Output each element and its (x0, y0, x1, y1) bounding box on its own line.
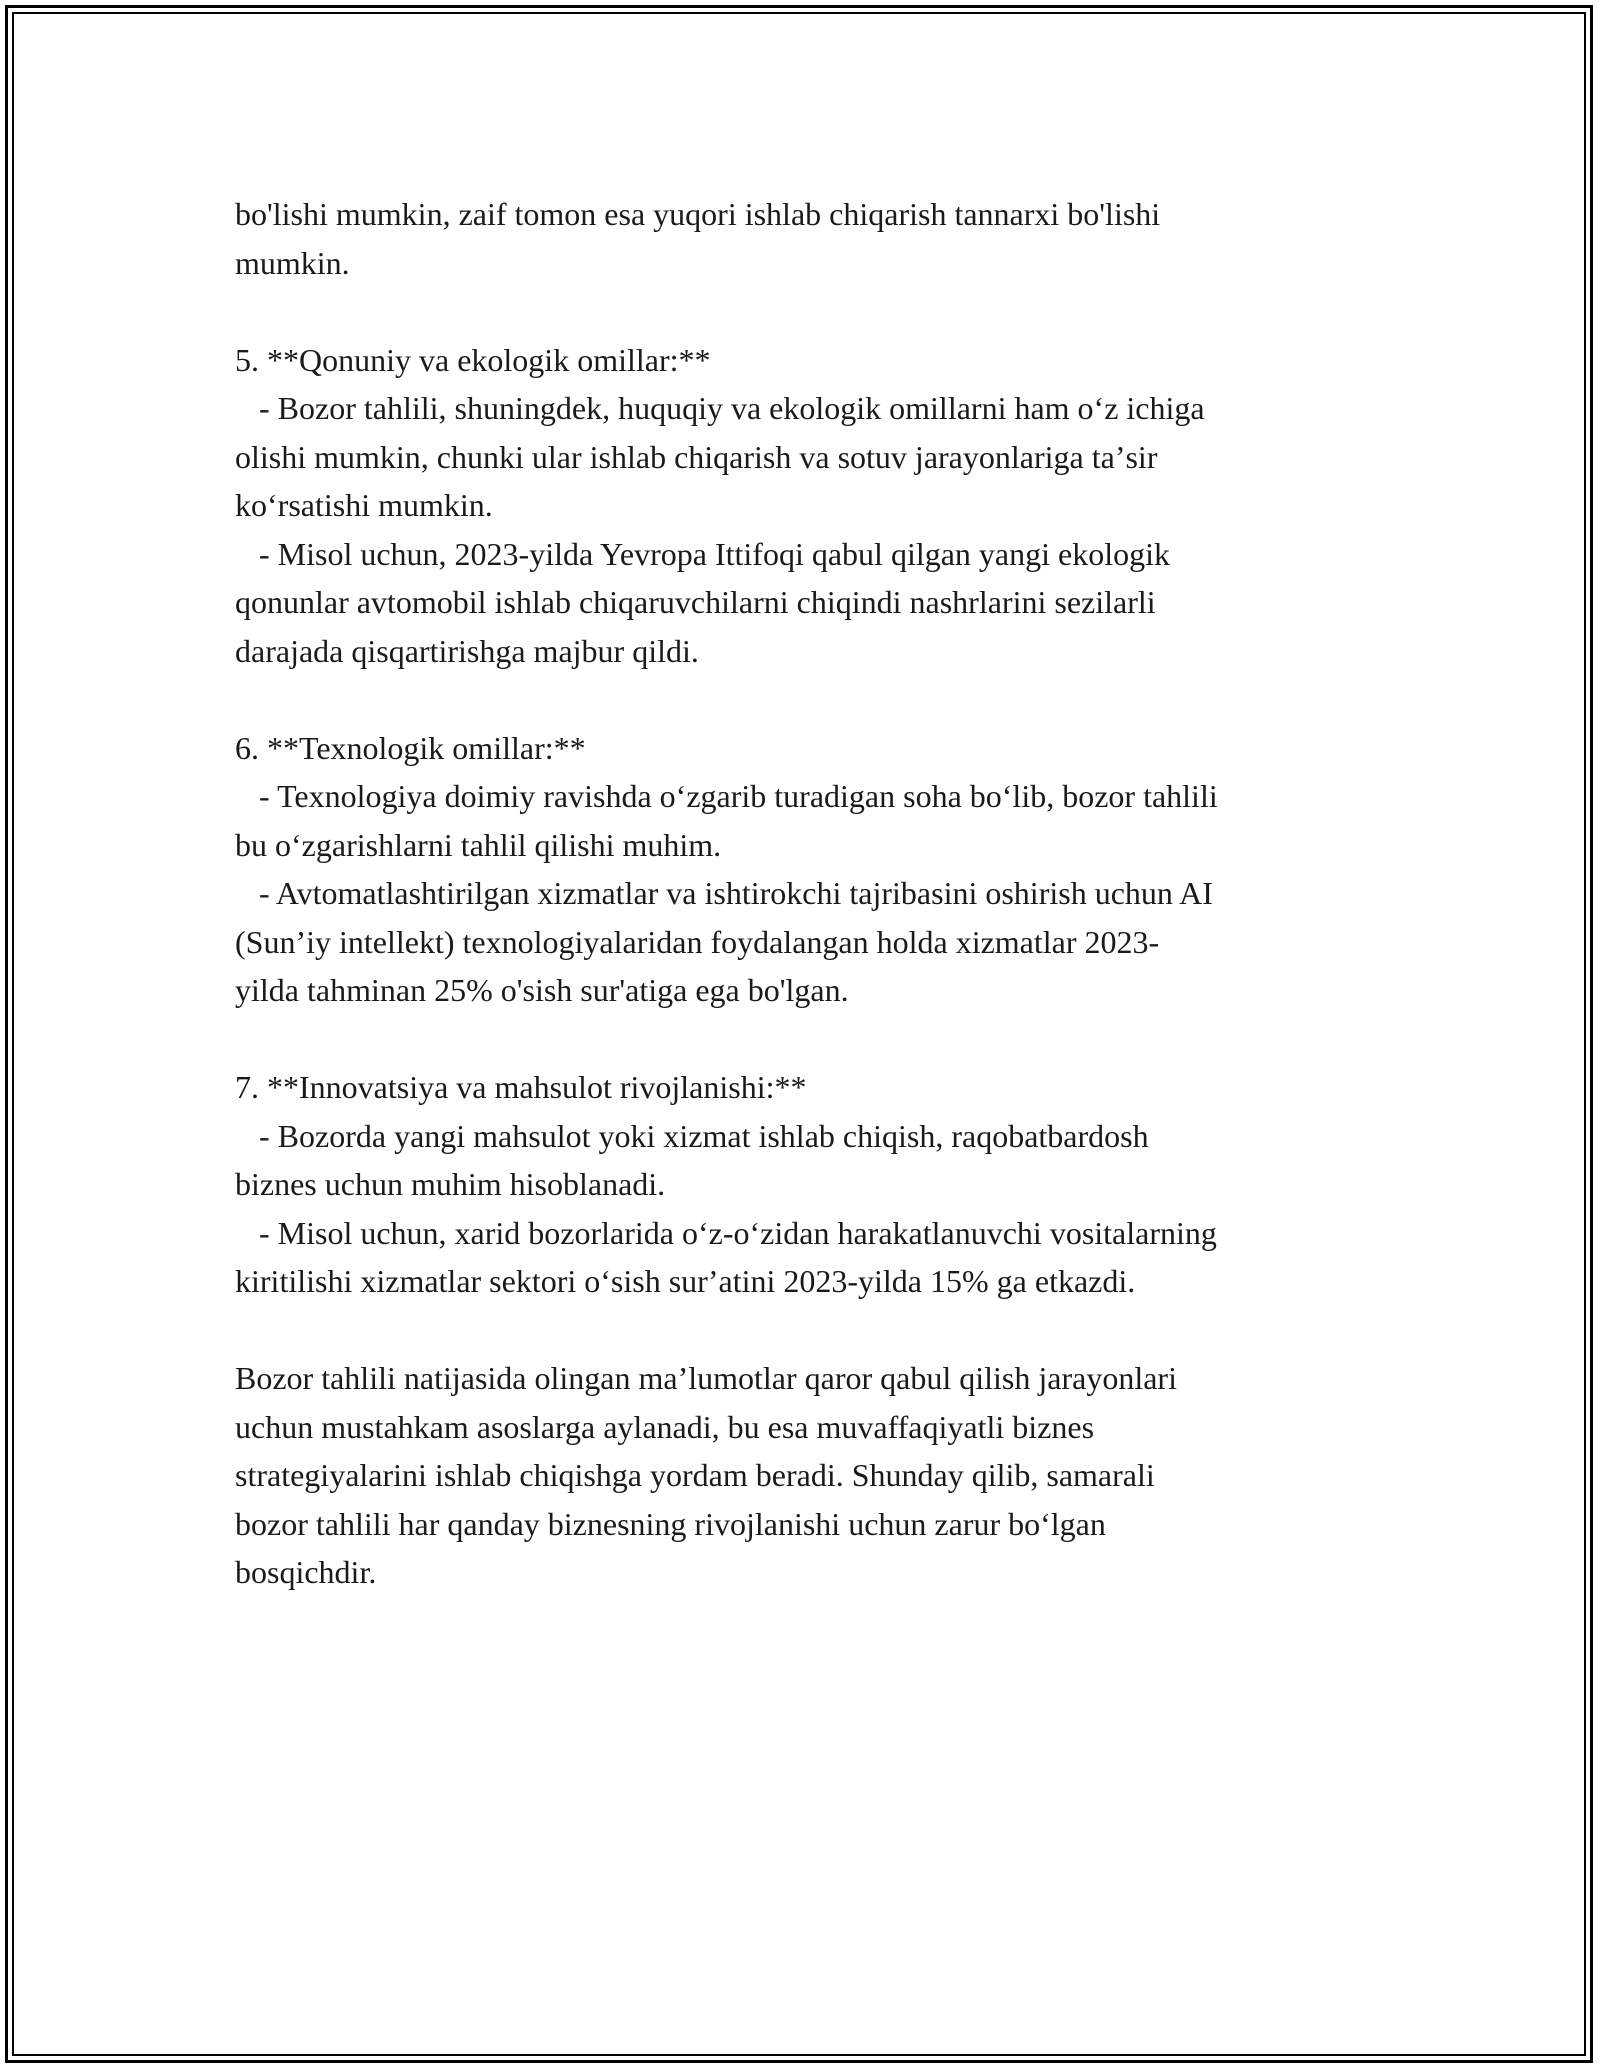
paragraph-gap (235, 287, 1385, 336)
text-line: 7. **Innovatsiya va mahsulot rivojlanishi:** (235, 1069, 807, 1105)
text-line: olishi mumkin, chunki ular ishlab chiqarish va sotuv jarayonlariga taʼsir (235, 438, 1158, 475)
paragraph-gap (235, 1306, 1385, 1355)
paragraph-gap (235, 1015, 1385, 1064)
text-line: bu oʻzgarishlarni tahlil qilishi muhim. (235, 826, 722, 863)
text-line: - Misol uchun, xarid bozorlarida oʻz-oʻzidan harakatlanuvchi vositalarning (235, 1214, 1217, 1251)
text-line: uchun mustahkam asoslarga aylanadi, bu esa muvaffaqiyatli biznes (235, 1408, 1095, 1445)
text-line: - Avtomatlashtirilgan xizmatlar va ishtirokchi tajribasini oshirish uchun AI (235, 875, 1213, 911)
text-block-section-5 (235, 336, 1385, 676)
text-line: 6. **Texnologik omillar:** (235, 729, 586, 766)
text-line: koʻrsatishi mumkin. (235, 487, 493, 523)
text-line: (Sun’iy intellekt) texnologiyalaridan foydalangan holda xizmatlar 2023- (235, 923, 1160, 960)
text-line: mumkin. (235, 244, 350, 281)
text-line: - Misol uchun, 2023-yilda Yevropa Ittifoqi qabul qilgan yangi ekologik (235, 535, 1170, 572)
text-line: - Texnologiya doimiy ravishda oʻzgarib turadigan soha boʻlib, bozor tahlili (235, 778, 1218, 814)
text-line: darajada qisqartirishga majbur qildi. (235, 632, 699, 669)
text-block-section-6 (235, 724, 1385, 1015)
text-line: bosqichdir. (235, 1554, 377, 1590)
text-line: kiritilishi xizmatlar sektori oʻsish surʼatini 2023-yilda 15% ga etkazdi. (235, 1263, 1136, 1299)
text-line: qonunlar avtomobil ishlab chiqaruvchilarni chiqindi nashrlarini sezilarli (235, 584, 1156, 620)
paragraph-gap (235, 675, 1385, 724)
document-body (235, 190, 1385, 1597)
text-line: bozor tahlili har qanday biznesning rivojlanishi uchun zarur boʻlgan (235, 1505, 1106, 1542)
text-block-intro-continuation (235, 190, 1385, 287)
text-line: Bozor tahlili natijasida olingan maʼlumotlar qaror qabul qilish jarayonlari (235, 1360, 1177, 1396)
text-line: - Bozor tahlili, shuningdek, huquqiy va ekologik omillarni ham oʻz ichiga (235, 390, 1205, 426)
text-line: 5. **Qonuniy va ekologik omillar:** (235, 341, 711, 378)
text-line: bo'lishi mumkin, zaif tomon esa yuqori ishlab chiqarish tannarxi bo'lishi (235, 196, 1161, 232)
text-line: strategiyalarini ishlab chiqishga yordam beradi. Shunday qilib, samarali (235, 1457, 1155, 1493)
text-block-conclusion (235, 1354, 1385, 1597)
text-block-section-7 (235, 1063, 1385, 1306)
text-line: biznes uchun muhim hisoblanadi. (235, 1166, 666, 1202)
text-line: yilda tahminan 25% o'sish sur'atiga ega bo'lgan. (235, 972, 849, 1008)
text-line: - Bozorda yangi mahsulot yoki xizmat ishlab chiqish, raqobatbardosh (235, 1117, 1149, 1154)
